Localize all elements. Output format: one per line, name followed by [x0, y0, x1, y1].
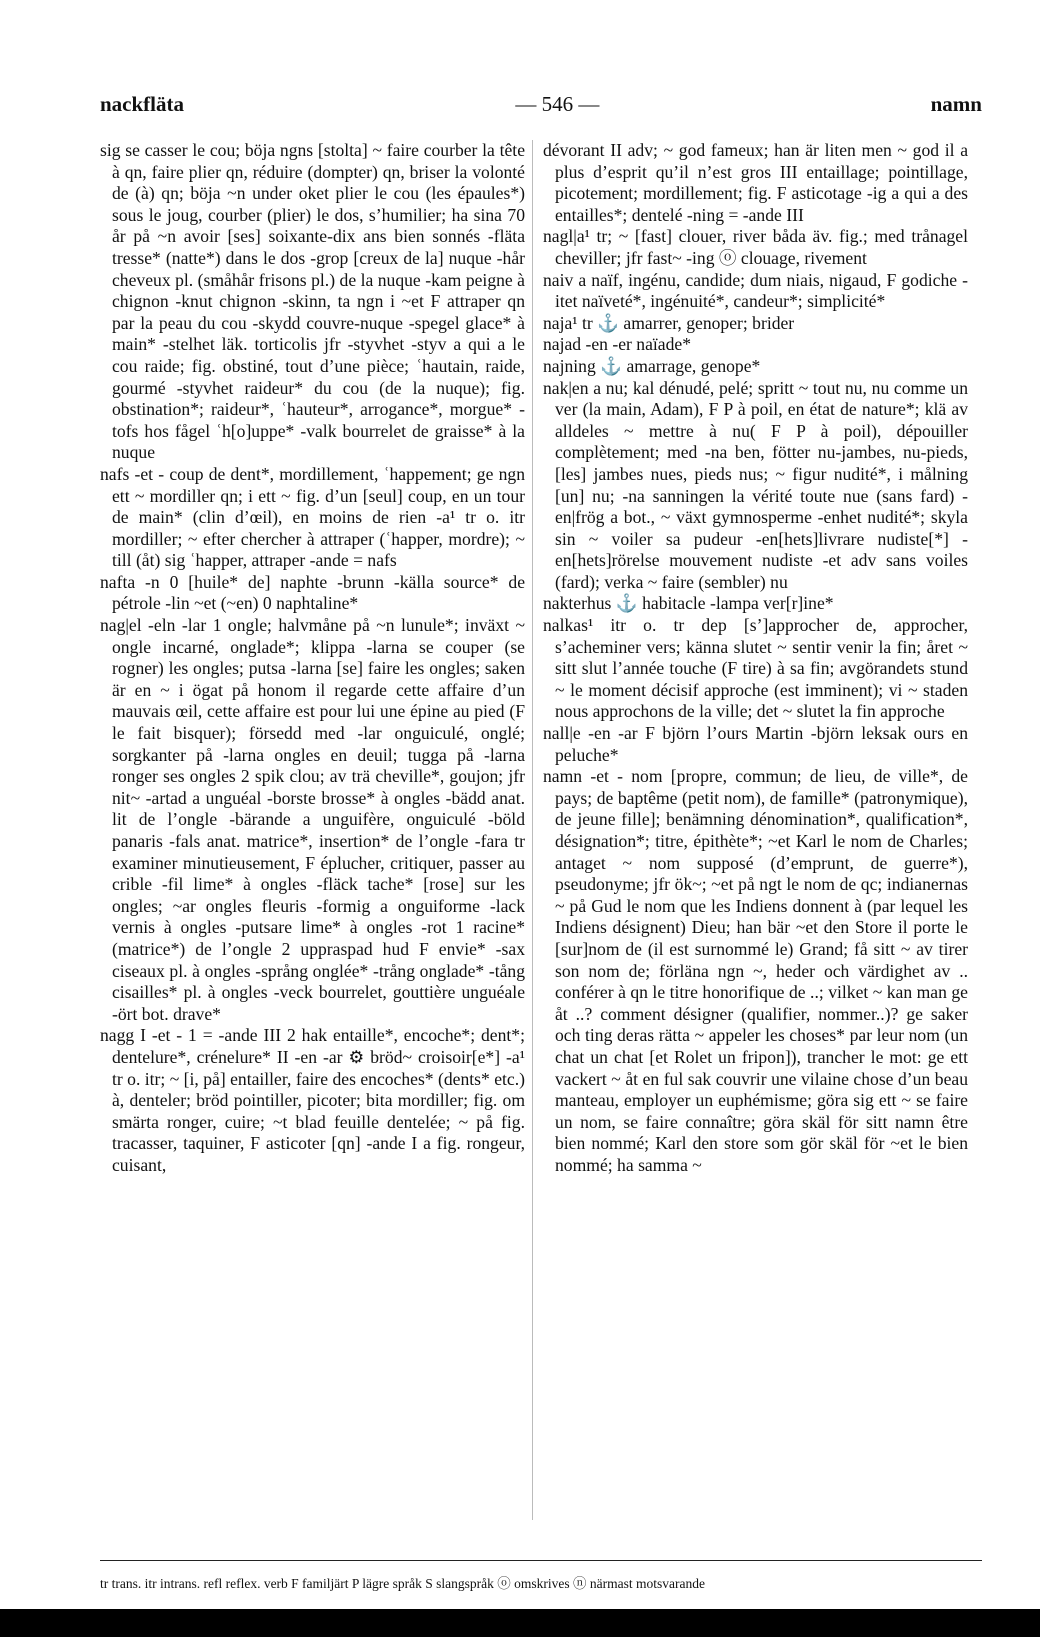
- header-left-guideword: nackfläta: [100, 92, 184, 116]
- scan-edge: [0, 1609, 1040, 1637]
- page-header: [100, 92, 982, 126]
- left-column: [100, 140, 525, 1550]
- right-column: [543, 140, 968, 1550]
- dictionary-entry: naiv a naïf, ingénu, candide; dum niais, nigaud, F godiche -itet naïveté*, ingénuité*, candeur*; simplicité*: [543, 269, 968, 312]
- dictionary-entry: nall|e -en -ar F björn l’ours Martin -björn leksak ours en peluche*: [543, 723, 968, 765]
- dictionary-entry: nafs -et - coup de dent*, mordillement, ʿhappement; ge ngn ett ~ mordiller qn; i ett ~ fig. d’un [seul] coup, en un tour de main* (clin d’œil), en moins de rien -a¹ tr o. itr mordiller; ~ efter chercher à attraper (ʿhapper, mordre); ~ till (åt) sig ʿhapper, attraper -ande = nafs: [100, 463, 525, 571]
- page-number: — 546 —: [515, 92, 600, 116]
- dictionary-entry: nak|en a nu; kal dénudé, pelé; spritt ~ tout nu, nu comme un ver (la main, Adam), F P à poil, en état de nature*; klä av alldeles ~ mettre à nu( F P à poil), dépouiller complètement; med -na ben, fötter nu-jambes, nu-pieds, [les] jambes nues, pieds nus; ~ figur nudité*, i målning [un] nu; -na sanningen la vérité toute nue (sans fard) -en|frög a bot., ~ växt gymnosperme -enhet nudité*; skyla sin ~ voiler sa pudeur -en[hets]livrare nudiste[*] -en[hets]rörelse mouvement nudiste -et adv sans voiles (fard); verka ~ faire (sembler) nu: [543, 377, 968, 592]
- dictionary-entry: nag|el -eln -lar 1 ongle; halvmåne på ~n lunule*; inväxt ~ ongle incarné, onglade*; klippa -larna se couper (se rogner) les ongles; putsa -larna [se] faire les ongles; saken är en ~ i ögat på honom il regarde cette affaire d’un mauvais œil, cette affaire est pour lui une épine au pied (F le fait bisquer); försedd med -lar onguiculé, onglé; sorgkanter på -larna ongles en deuil; tugga på -larna ronger ses ongles 2 spik clou; av trä cheville*, goujon; jfr nit~ -artad a unguéal -borste brosse* à ongles -bädd anat. lit de l’ongle -bärande a unguifère, onguiculé -böld panaris -fals anat. matrice*, insertion* de l’ongle -fara tr examiner minutieusement, F éplucher, critiquer, passer au crible -fil lime* à ongles -fläck tache* [rose] sur les ongles; ~ar ongles fleuris -formig a onguiforme -lack vernis à ongles -putsare lime* à ongles -rot 1 racine* (matrice*) de l’ongle 2 uppraspad hud F envie* -sax ciseaux pl. à ongles -språng onglée* -trång onglade* -tång cisailles* pl. à ongles -veck bourrelet, gouttière unguéale -ört bot. drave*: [100, 615, 525, 1024]
- dictionary-entry: nakterhus ⚓ habitacle -lampa ver[r]ine*: [543, 593, 834, 614]
- dictionary-entry: nalkas¹ itr o. tr dep [s’]approcher de, approcher, s’acheminer vers; känna slutet ~ sentir venir la fin; året ~ sitt slut l’année touche (F tire) à sa fin; avgörandets stund ~ le moment décisif approche (est imminent); vi ~ staden nous approchons de la ville; det ~ slutet la fin approche: [543, 615, 968, 722]
- dictionary-entry: najad -en -er naïade*: [543, 334, 691, 355]
- dictionary-entry: nafta -n 0 [huile* de] naphte -brunn -källa source* de pétrole -lin ~et (~en) 0 naphtaline*: [100, 571, 525, 614]
- dictionary-entry: naja¹ tr ⚓ amarrer, genoper; brider: [543, 312, 795, 333]
- dictionary-entry: najning ⚓ amarrage, genope*: [543, 355, 761, 376]
- column-divider: [532, 140, 533, 1520]
- header-right-guideword: namn: [930, 92, 982, 116]
- dictionary-entry: nagl|a¹ tr; ~ [fast] clouer, river båda äv. fig.; med trånagel cheviller; jfr fast~ -ing ⓞ clouage, rivement: [543, 226, 968, 268]
- dictionary-entry: sig se casser le cou; böja ngns [stolta] ~ faire courber la tête à qn, faire plier qn, réduire (dompter) qn, briser la volonté de (à) qn; böja ~n under oket plier le cou (les épaules*) sous le joug, courber (plier) le dos, s’humilier; ha sina 70 år på ~n avoir [ses] soixante-dix ans bien sonnés -fläta tresse* (natte*) dans le dos -grop [creux de la] nuque -hår cheveux pl. (småhår frisons pl.) de la nuque -kam peigne à chignon -knut chignon -skinn, ta ngn i ~et F attraper qn par la peau du cou -skydd couvre-nuque -spegel glace* à main* -stelhet läk. torticolis jfr -styvhet -styv a qui a le cou raide; fig. obstiné, tout d’une pièce; ʿhautain, raide, gourmé -styvhet raideur* du cou (de la nuque); fig. obstination*; raideur*, ʿhauteur*, arrogance*, morgue* -tofs hos fågel ʿh[o]uppe* -valk bourrelet de graisse* à la nuque: [100, 140, 525, 463]
- abbreviation-legend: tr trans. itr intrans. refl reflex. verb F familjärt P lägre språk S slangspråk ⓞ omskrives ⓝ närmast motsvarande: [100, 1576, 705, 1591]
- dictionary-entry: nagg I -et - 1 = -ande III 2 hak entaille*, encoche*; dent*; dentelure*, crénelure* II -en -ar ⚙ bröd~ croisoir[e*] -a¹ tr o. itr; ~ [i, på] entailler, faire des encoches* (dents* etc.) à, denteler; bröd pointiller, picoter; bita mordiller; fig. om smärta ronger, cuire; ~t blad feuille dentelée; ~ på fig. tracasser, taquiner, F asticoter [qn] -ande I a fig. rongeur, cuisant,: [100, 1025, 525, 1175]
- dictionary-entry: dévorant II adv; ~ god fameux; han är liten men ~ god il a plus d’esprit qu’il n’est gros III entaillage; pointillage, picotement; mordillement; fig. F asticotage -ig a qui a des entailles*; dentelé -ning = -ande III: [543, 140, 968, 225]
- footer-rule: [100, 1560, 982, 1561]
- dictionary-entry: namn -et - nom [propre, commun; de lieu, de ville*, de pays; de baptême (petit nom), de famille* (patronymique), de jeune fille]; benämning dénomination*, qualification*, désignation*; titre, épithète*; ~et Karl le nom de Charles; antaget ~ nom supposé (d’emprunt, de guerre*), pseudonyme; jfr ök~; ~et på ngt le nom de qc; indianernas ~ på Gud le nom que les Indiens donnent à (par lequel les Indiens désignent) Dieu; han bär ~et den Store il porte le [sur]nom de (il est surnommé le) Grand; få sitt ~ av tirer son nom de; förläna ngn ~, heder och värdighet av .. conférer à qn le titre honorifique de ..; vilket ~ kan man ge åt ..? comment désigner (qualifier, nommer..)? ge saker och ting deras rätta ~ appeler les choses* par leur nom (un chat un chat [et Rolet un fripon]), trancher le mot: ge ett vackert ~ åt en ful sak couvrir une vilaine chose d’un beau manteau, employer un euphémisme; göra sig ett ~ se faire un nom, se faire connaître; göra skäl för sitt namn être bien nommé; Karl den store som gör skäl för ~et le bien nommé; ha samma ~: [543, 766, 968, 1175]
